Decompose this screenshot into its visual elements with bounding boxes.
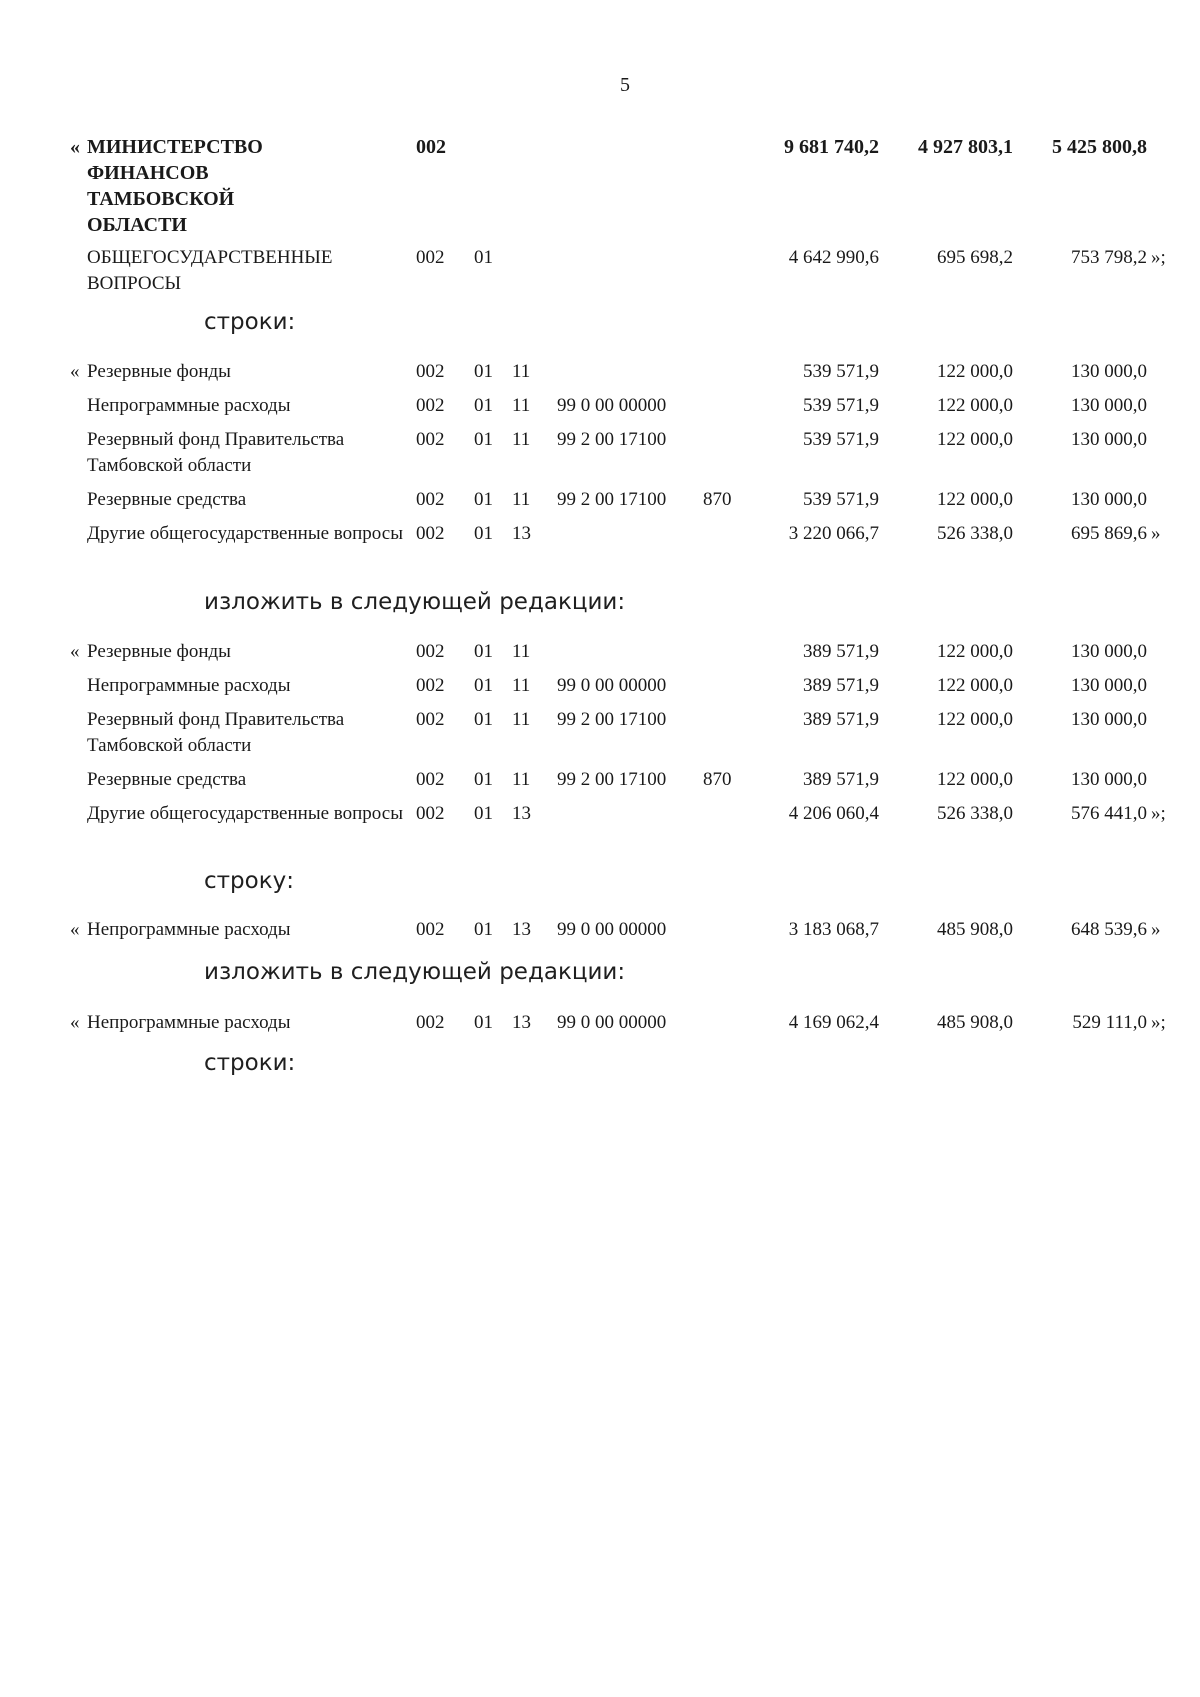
row-name: Резервный фонд Правительства Тамбовской области — [87, 709, 345, 756]
amount-3: 130 000,0 — [1071, 709, 1147, 730]
amount-3: 130 000,0 — [1071, 489, 1147, 510]
code-ministry: 002 — [416, 919, 445, 940]
amount-2: 122 000,0 — [937, 429, 1013, 450]
code-section: 01 — [474, 247, 493, 268]
amount-3: 648 539,6 — [1071, 919, 1147, 940]
section-heading: изложить в следующей редакции: — [204, 959, 626, 985]
amount-1: 539 571,9 — [803, 361, 879, 382]
code-section: 01 — [474, 361, 493, 382]
amount-2: 122 000,0 — [937, 395, 1013, 416]
amount-3: 529 111,0 — [1072, 1012, 1147, 1033]
amount-2: 4 927 803,1 — [918, 136, 1013, 158]
amount-3: 695 869,6 — [1071, 523, 1147, 544]
amount-3: 130 000,0 — [1071, 429, 1147, 450]
amount-2: 695 698,2 — [937, 247, 1013, 268]
code-subsection: 11 — [512, 361, 531, 382]
row-name: Резервные фонды — [87, 361, 231, 382]
code-subsection: 11 — [512, 489, 531, 510]
code-subsection: 13 — [512, 803, 531, 824]
code-target: 99 0 00 00000 — [557, 1012, 667, 1033]
code-subsection: 13 — [512, 523, 531, 544]
amount-3: 130 000,0 — [1071, 769, 1147, 790]
code-expense-type: 870 — [703, 769, 732, 790]
quote-mark: « — [70, 641, 80, 662]
amount-1: 4 642 990,6 — [788, 247, 879, 268]
section-heading: строки: — [204, 309, 296, 335]
code-target: 99 0 00 00000 — [557, 395, 667, 416]
code-section: 01 — [474, 429, 493, 450]
code-subsection: 11 — [512, 769, 531, 790]
amount-3: 130 000,0 — [1071, 641, 1147, 662]
amount-1: 4 169 062,4 — [788, 1012, 879, 1033]
amount-3: 753 798,2 — [1071, 247, 1147, 268]
code-ministry: 002 — [416, 489, 445, 510]
code-section: 01 — [474, 803, 493, 824]
code-target: 99 2 00 17100 — [557, 489, 667, 510]
code-ministry: 002 — [416, 803, 445, 824]
closing-quote: »; — [1151, 1012, 1166, 1033]
amount-2: 526 338,0 — [937, 523, 1013, 544]
code-section: 01 — [474, 395, 493, 416]
amount-2: 122 000,0 — [937, 769, 1013, 790]
amount-1: 3 183 068,7 — [788, 919, 879, 940]
code-ministry: 002 — [416, 769, 445, 790]
amount-1: 389 571,9 — [803, 769, 879, 790]
closing-quote: »; — [1151, 247, 1166, 268]
code-section: 01 — [474, 489, 493, 510]
row-name: МИНИСТЕРСТВО ФИНАНСОВ ТАМБОВСКОЙ ОБЛАСТИ — [87, 136, 263, 236]
code-ministry: 002 — [416, 361, 445, 382]
amount-2: 485 908,0 — [937, 919, 1013, 940]
row-name: Резервные средства — [87, 489, 247, 510]
code-ministry: 002 — [416, 523, 445, 544]
code-ministry: 002 — [416, 1012, 445, 1033]
amount-3: 576 441,0 — [1071, 803, 1147, 824]
row-name: Резервный фонд Правительства Тамбовской области — [87, 429, 345, 476]
amount-2: 122 000,0 — [937, 709, 1013, 730]
code-section: 01 — [474, 641, 493, 662]
amount-1: 389 571,9 — [803, 641, 879, 662]
amount-1: 4 206 060,4 — [788, 803, 879, 824]
row-name: Непрограммные расходы — [87, 675, 291, 696]
code-ministry: 002 — [416, 429, 445, 450]
amount-1: 3 220 066,7 — [788, 523, 879, 544]
amount-1: 539 571,9 — [803, 395, 879, 416]
quote-mark: « — [70, 1012, 80, 1033]
code-section: 01 — [474, 919, 493, 940]
section-heading: строку: — [204, 868, 294, 894]
code-ministry: 002 — [416, 395, 445, 416]
code-target: 99 2 00 17100 — [557, 769, 667, 790]
closing-quote: » — [1151, 523, 1161, 544]
code-subsection: 11 — [512, 395, 531, 416]
code-section: 01 — [474, 523, 493, 544]
row-name: Другие общегосударственные вопросы — [87, 803, 403, 824]
code-target: 99 0 00 00000 — [557, 675, 667, 696]
quote-mark: « — [70, 919, 80, 940]
row-name: Непрограммные расходы — [87, 1012, 291, 1033]
code-target: 99 0 00 00000 — [557, 919, 667, 940]
code-subsection: 11 — [512, 709, 531, 730]
code-ministry: 002 — [416, 675, 445, 696]
amount-2: 122 000,0 — [937, 641, 1013, 662]
amount-3: 130 000,0 — [1071, 675, 1147, 696]
code-target: 99 2 00 17100 — [557, 429, 667, 450]
code-target: 99 2 00 17100 — [557, 709, 667, 730]
amount-1: 389 571,9 — [803, 709, 879, 730]
row-name: Резервные фонды — [87, 641, 231, 662]
amount-1: 9 681 740,2 — [784, 136, 879, 158]
code-section: 01 — [474, 769, 493, 790]
code-ministry: 002 — [416, 247, 445, 268]
row-name: Резервные средства — [87, 769, 247, 790]
code-subsection: 11 — [512, 429, 531, 450]
row-name: ОБЩЕГОСУДАРСТВЕННЫЕ ВОПРОСЫ — [87, 247, 333, 294]
amount-2: 122 000,0 — [937, 361, 1013, 382]
code-ministry: 002 — [416, 136, 446, 158]
code-section: 01 — [474, 675, 493, 696]
quote-mark: « — [70, 136, 80, 158]
amount-1: 539 571,9 — [803, 429, 879, 450]
amount-3: 130 000,0 — [1071, 361, 1147, 382]
code-subsection: 11 — [512, 641, 531, 662]
section-heading: строки: — [204, 1050, 296, 1076]
amount-2: 122 000,0 — [937, 489, 1013, 510]
amount-1: 539 571,9 — [803, 489, 879, 510]
amount-1: 389 571,9 — [803, 675, 879, 696]
code-subsection: 11 — [512, 675, 531, 696]
code-section: 01 — [474, 709, 493, 730]
section-heading: изложить в следующей редакции: — [204, 589, 626, 615]
closing-quote: »; — [1151, 803, 1166, 824]
code-ministry: 002 — [416, 641, 445, 662]
quote-mark: « — [70, 361, 80, 382]
code-expense-type: 870 — [703, 489, 732, 510]
code-subsection: 13 — [512, 919, 531, 940]
amount-2: 122 000,0 — [937, 675, 1013, 696]
amount-2: 485 908,0 — [937, 1012, 1013, 1033]
amount-2: 526 338,0 — [937, 803, 1013, 824]
code-section: 01 — [474, 1012, 493, 1033]
row-name: Непрограммные расходы — [87, 395, 291, 416]
amount-3: 5 425 800,8 — [1052, 136, 1147, 158]
code-subsection: 13 — [512, 1012, 531, 1033]
amount-3: 130 000,0 — [1071, 395, 1147, 416]
row-name: Другие общегосударственные вопросы — [87, 523, 403, 544]
page-number: 5 — [620, 74, 630, 96]
closing-quote: » — [1151, 919, 1161, 940]
row-name: Непрограммные расходы — [87, 919, 291, 940]
code-ministry: 002 — [416, 709, 445, 730]
